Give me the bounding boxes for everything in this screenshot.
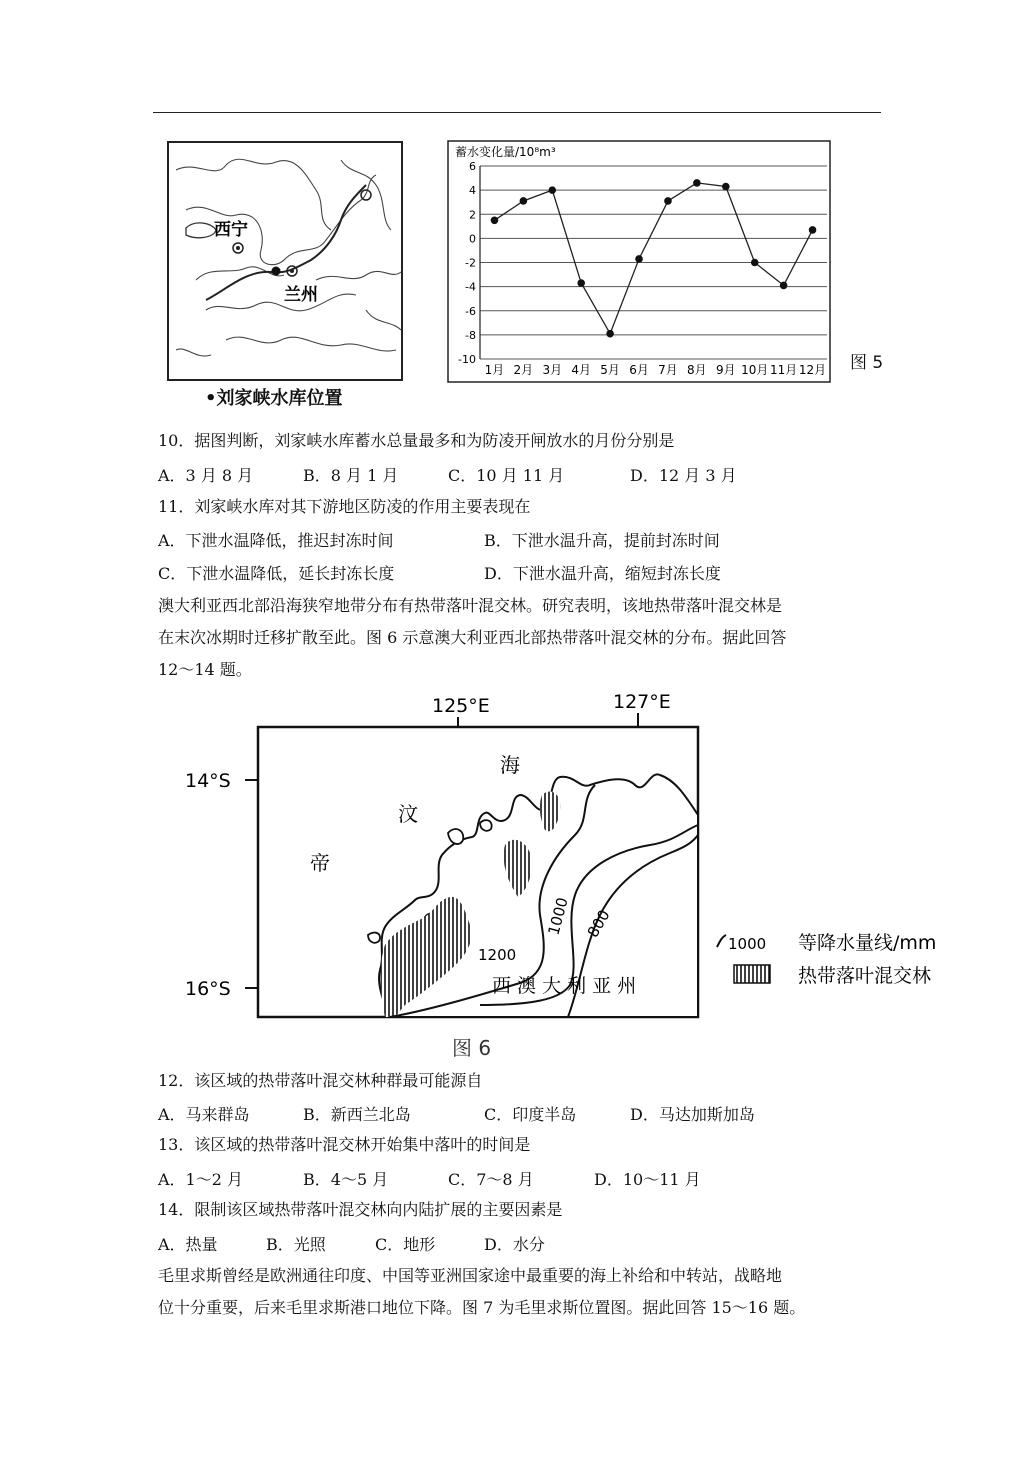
data-point xyxy=(548,186,556,194)
q13-option-a: A．1～2 月 xyxy=(158,1170,244,1189)
q13-option-b: B．4～5 月 xyxy=(303,1170,389,1189)
y-tick-label: -10 xyxy=(458,353,476,366)
data-point xyxy=(809,226,817,234)
q12-option-b: B．新西兰北岛 xyxy=(303,1105,411,1124)
figure-6-label: 图 6 xyxy=(452,1036,492,1060)
data-point xyxy=(751,259,759,267)
q14-option-a: A．热量 xyxy=(158,1235,218,1254)
liujiaxia-location-map xyxy=(166,140,406,385)
x-tick-label: 8月 xyxy=(687,363,707,377)
y-tick-label: 6 xyxy=(469,160,476,173)
latitude-16-label: 16°S xyxy=(185,978,231,1000)
map-caption: •刘家峡水库位置 xyxy=(205,388,343,409)
data-point xyxy=(664,197,672,205)
q11-option-b: B．下泄水温升高，提前封冻时间 xyxy=(484,531,720,550)
q12-option-c: C．印度半岛 xyxy=(484,1105,577,1124)
q14-option-c: C．地形 xyxy=(375,1235,436,1254)
intro-paragraph-australia: 澳大利亚西北部沿海狭窄地带分布有热带落叶混交林。研究表明，该地热带落叶混交林是 在末次冰期时迁移扩散至此。图 6 示意澳大利亚西北部热带落叶混交林的分布。据此回答 12～14 题。 xyxy=(158,596,787,679)
question-13-stem: 13．该区域的热带落叶混交林开始集中落叶的时间是 xyxy=(158,1135,531,1154)
sea-label-di: 帝 xyxy=(310,851,330,875)
intro-paragraph-mauritius: 毛里求斯曾经是欧洲通往印度、中国等亚洲国家途中最重要的海上补给和中转站，战略地 位十分重要，后来毛里求斯港口地位下降。图 7 为毛里求斯位置图。据此回答 15～16 题。 xyxy=(158,1266,806,1317)
q12-option-a: A．马来群岛 xyxy=(158,1105,250,1124)
legend-forest-icon xyxy=(734,965,770,983)
data-point xyxy=(780,282,788,290)
data-point xyxy=(722,183,730,191)
isohyet-1000-label: 1000 xyxy=(544,895,572,938)
figure-5-label: 图 5 xyxy=(850,353,884,373)
question-12-stem: 12．该区域的热带落叶混交林种群最可能源自 xyxy=(158,1071,483,1090)
x-tick-label: 9月 xyxy=(715,363,736,377)
storage-change-chart xyxy=(447,140,832,384)
legend-forest-label: 热带落叶混交林 xyxy=(798,965,932,987)
x-tick-label: 11月 xyxy=(769,363,798,377)
isohyet-1200-label: 1200 xyxy=(478,946,517,964)
q10-option-b: B．8 月 1 月 xyxy=(303,466,399,485)
q14-option-b: B．光照 xyxy=(266,1235,326,1254)
x-tick-label: 12月 xyxy=(798,363,827,377)
longitude-125-label: 125°E xyxy=(432,695,490,717)
x-tick-label: 5月 xyxy=(600,363,620,377)
data-point xyxy=(520,197,528,205)
y-tick-label: 2 xyxy=(469,208,476,222)
x-tick-label: 3月 xyxy=(542,363,563,377)
q10-option-d: D．12 月 3 月 xyxy=(630,466,737,485)
question-10-stem: 10．据图判断，刘家峡水库蓄水总量最多和为防凌开闸放水的月份分别是 xyxy=(158,431,675,450)
x-tick-label: 6月 xyxy=(629,363,649,377)
legend-isohyet-icon xyxy=(717,935,726,947)
q13-option-c: C．7～8 月 xyxy=(448,1170,534,1189)
legend-isohyet-label: 等降水量线/mm xyxy=(798,932,937,954)
sea-label-hai: 海 xyxy=(500,753,520,777)
latitude-14-label: 14°S xyxy=(185,770,231,792)
x-tick-label: 7月 xyxy=(658,363,678,377)
y-tick-label: -2 xyxy=(465,256,476,270)
data-point xyxy=(693,179,701,187)
data-point xyxy=(635,255,643,263)
longitude-127-label: 127°E xyxy=(613,691,671,713)
lanzhou-label: 兰州 xyxy=(284,285,318,305)
chart-ylabel: 蓄水变化量/10⁸m³ xyxy=(455,145,556,159)
header-rule xyxy=(153,112,881,113)
x-tick-label: 1月 xyxy=(484,363,505,377)
isohyet-800-label: 800 xyxy=(583,906,614,941)
australia-forest-map xyxy=(180,685,950,1025)
q11-option-c: C．下泄水温降低，延长封冻长度 xyxy=(158,564,395,583)
sea-label-wen: 汶 xyxy=(398,802,418,826)
q10-option-c: C．10 月 11 月 xyxy=(448,466,565,485)
state-label: 西 澳 大 利 亚 州 xyxy=(492,975,637,997)
xining-label: 西宁 xyxy=(214,220,248,240)
question-14-stem: 14．限制该区域热带落叶混交林向内陆扩展的主要因素是 xyxy=(158,1200,563,1219)
x-tick-label: 2月 xyxy=(513,363,534,377)
q10-option-a: A．3 月 8 月 xyxy=(158,466,254,485)
q11-option-a: A．下泄水温降低，推迟封冻时间 xyxy=(158,531,394,550)
data-point xyxy=(606,330,614,338)
data-point xyxy=(577,279,585,287)
y-tick-label: 4 xyxy=(469,184,476,198)
question-11-stem: 11．刘家峡水库对其下游地区防凌的作用主要表现在 xyxy=(158,497,531,516)
x-tick-label: 10月 xyxy=(741,363,769,377)
q13-option-d: D．10～11 月 xyxy=(594,1170,701,1189)
q14-option-d: D．水分 xyxy=(484,1235,545,1254)
y-tick-label: -4 xyxy=(465,280,476,294)
legend-isohyet-value: 1000 xyxy=(728,935,767,953)
q11-option-d: D．下泄水温升高，缩短封冻长度 xyxy=(484,564,721,583)
y-tick-label: -8 xyxy=(465,328,476,342)
q12-option-d: D．马达加斯加岛 xyxy=(630,1105,755,1124)
y-tick-label: -6 xyxy=(465,304,476,318)
x-tick-label: 4月 xyxy=(571,363,592,377)
y-tick-label: 0 xyxy=(469,232,476,246)
reservoir-marker-icon xyxy=(272,267,281,276)
data-point xyxy=(491,216,499,224)
